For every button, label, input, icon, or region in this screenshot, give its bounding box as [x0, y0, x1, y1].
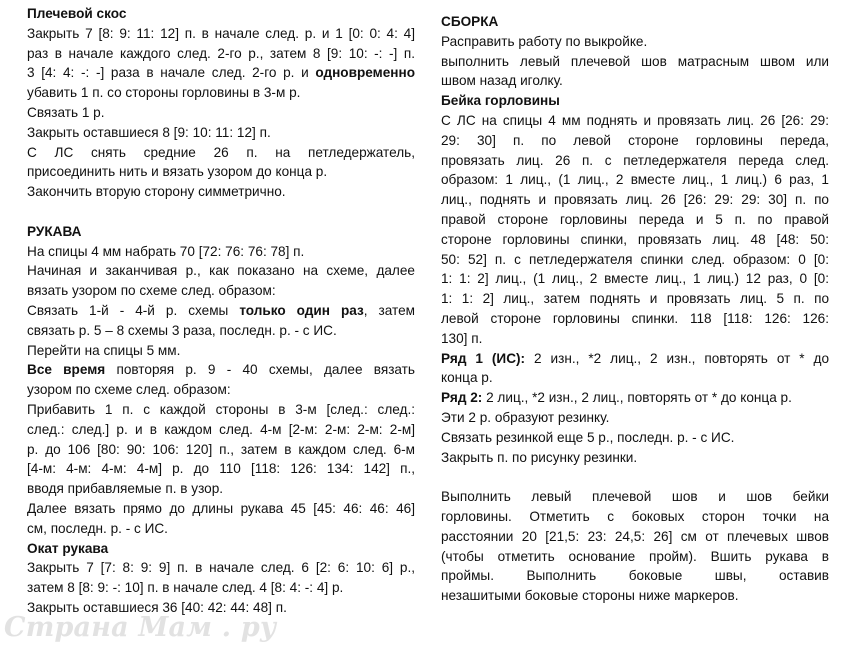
neckband-heading: Бейка горловины [441, 93, 560, 109]
text-line: вводя прибавляемые п. в узор. [27, 481, 224, 497]
text-line: Начиная и заканчивая р., как показано на схеме, далее [27, 263, 415, 279]
text-line: С ЛС на спицы 4 мм поднять и провязать лиц. 26 [26: 29: [441, 112, 829, 128]
assembly-heading: СБОРКА [441, 14, 499, 29]
text-line: узором по схеме след. образом: [27, 382, 231, 398]
text-line: С ЛС снять средние 26 п. на петледержатель, [27, 144, 415, 160]
text-line: связать р. 5 – 8 схемы 3 раза, последн. р. - с ИС. [27, 322, 337, 338]
text-line: Прибавить 1 п. с каждой стороны в 3-м [след.: след.: [27, 401, 415, 417]
text-line: Закрыть оставшиеся 8 [9: 10: 11: 12] п. [27, 124, 271, 140]
text-line: выполнить левый плечевой шов матрасным швом или [441, 53, 829, 69]
text-line: левой стороне горловины спинки. 118 [118: 126: 126: [441, 310, 829, 326]
text-line: лиц., поднять и провязать лиц. 26 [26: 29: 29: 30] п. по [441, 192, 829, 208]
text-line: Закончить вторую сторону симметрично. [27, 184, 286, 200]
shoulder-heading: Плечевой скос [27, 6, 127, 21]
text-line: Связать резинкой еще 5 р., последн. р. - с ИС. [441, 429, 735, 445]
text-line: (чтобы отметить основание пройм). Вшить рукава в [441, 548, 829, 564]
text-line: см, последн. р. - с ИС. [27, 520, 168, 536]
emphasis-text: только один раз [239, 302, 364, 318]
text-line: Эти 2 р. образуют резинку. [441, 409, 610, 425]
text-line: убавить 1 п. со стороны горловины в 3-м р. [27, 85, 301, 101]
text-line: конца р. [441, 370, 493, 386]
text-line: след.: след.] р. и в каждом след. 4-м [2-м: 2-м: 2-м: 2-м] [27, 421, 415, 437]
row-label: Ряд 2: [441, 390, 483, 406]
text-line: проймы. Выполнить боковые швы, оставив [441, 568, 829, 584]
text-line: образом: 1 лиц., (1 лиц., 2 вместе лиц., 1 лиц.) 6 раз, 1 [441, 172, 829, 188]
text-line: р. до 106 [80: 90: 106: 120] п., затем в каждом след. 6-м [27, 441, 415, 457]
text-segment: Связать 1-й - 4-й р. схемы [27, 302, 240, 318]
text-segment: повторяя р. 9 - 40 схемы, далее вязать [105, 362, 415, 378]
text-line: Закрыть 7 [7: 8: 9: 9] п. в начале след. 6 [2: 6: 10: 6] р., [27, 560, 415, 576]
text-line: На спицы 4 мм набрать 70 [72: 76: 76: 78] п. [27, 243, 305, 259]
text-line [27, 301, 415, 321]
text-line: Далее вязать прямо до длины рукава 45 [45: 46: 46: 46] [27, 500, 415, 516]
text-line: затем 8 [8: 9: -: 10] п. в начале след. 4 [8: 4: -: 4] р. [27, 580, 344, 596]
watermark-logo: Страна Мам . ру [4, 612, 277, 643]
text-line: горловины. Отметить с боковых сторон точки на [441, 508, 829, 524]
right-column [441, 0, 829, 606]
sleeves-heading: РУКАВА [27, 223, 82, 239]
text-line [27, 360, 415, 380]
text-segment: , затем [363, 302, 416, 318]
cap-heading: Окат рукава [27, 540, 109, 556]
text-line: расстоянии 20 [21,5: 23: 24,5: 26] см от плечевых швов [441, 528, 829, 544]
text-line [441, 388, 829, 408]
text-line: Закрыть п. по рисунку резинки. [441, 449, 638, 465]
text-line: Связать 1 р. [27, 104, 105, 120]
text-line: Перейти на спицы 5 мм. [27, 342, 181, 358]
text-line: 29: 30] п. по левой стороне горловины переда, [441, 132, 829, 148]
left-column [27, 0, 415, 618]
text-line: раз в начале каждого след. 2-го р., затем 8 [9: 10: -: -] п. [27, 45, 415, 61]
text-line: незашитыми боковые стороны ниже маркеров. [441, 588, 739, 604]
text-line: Расправить работу по выкройке. [441, 33, 648, 49]
text-segment: 3 [4: 4: -: -] раза в начале след. 2-го р. и [27, 65, 316, 81]
text-line: 1: 1: 2] лиц., затем поднять и провязать лиц. 5 п. по [441, 291, 829, 307]
text-line: Закрыть 7 [8: 9: 11: 12] п. в начале след. р. и 1 [0: 0: 4: 4] [27, 25, 415, 41]
text-line: швом назад иголку. [441, 73, 563, 89]
text-line: присоединить нить и вязать узором до конца р. [27, 164, 328, 180]
text-segment: 2 изн., *2 лиц., 2 изн., повторять от * до [525, 350, 829, 366]
text-line: Выполнить левый плечевой шов и шов бейки [441, 489, 829, 505]
text-line [441, 349, 829, 369]
emphasis-text: Все время [27, 362, 106, 378]
text-line: правой стороне горловины переда и 5 п. по правой [441, 211, 829, 227]
row-label: Ряд 1 (ИС): [441, 350, 526, 366]
text-line: Закрыть оставшиеся 36 [40: 42: 44: 48] п. [27, 599, 287, 615]
text-line: 1: 1: 2] лиц., (1 лиц., 2 вместе лиц., 1 лиц.) 12 раз, 0 [0: [441, 271, 829, 287]
text-line: провязать лиц. 26 п. с петледержателя переда след. [441, 152, 829, 168]
text-line: 50: 52] п. с петледержателя спинки след. образом: 0 [0: [441, 251, 829, 267]
emphasis-text: одновременно [315, 65, 415, 81]
text-segment: 2 лиц., *2 изн., 2 лиц., повторять от * до конца р. [482, 390, 792, 406]
text-line [27, 63, 415, 83]
text-line: [4-м: 4-м: 4-м: 4-м] р. до 110 [118: 126: 134: 142] п., [27, 461, 415, 477]
text-line: стороне горловины спинки, провязать лиц. 48 [48: 50: [441, 231, 829, 247]
text-line: 130] п. [441, 330, 483, 346]
text-line: вязать узором по схеме след. образом: [27, 283, 276, 299]
